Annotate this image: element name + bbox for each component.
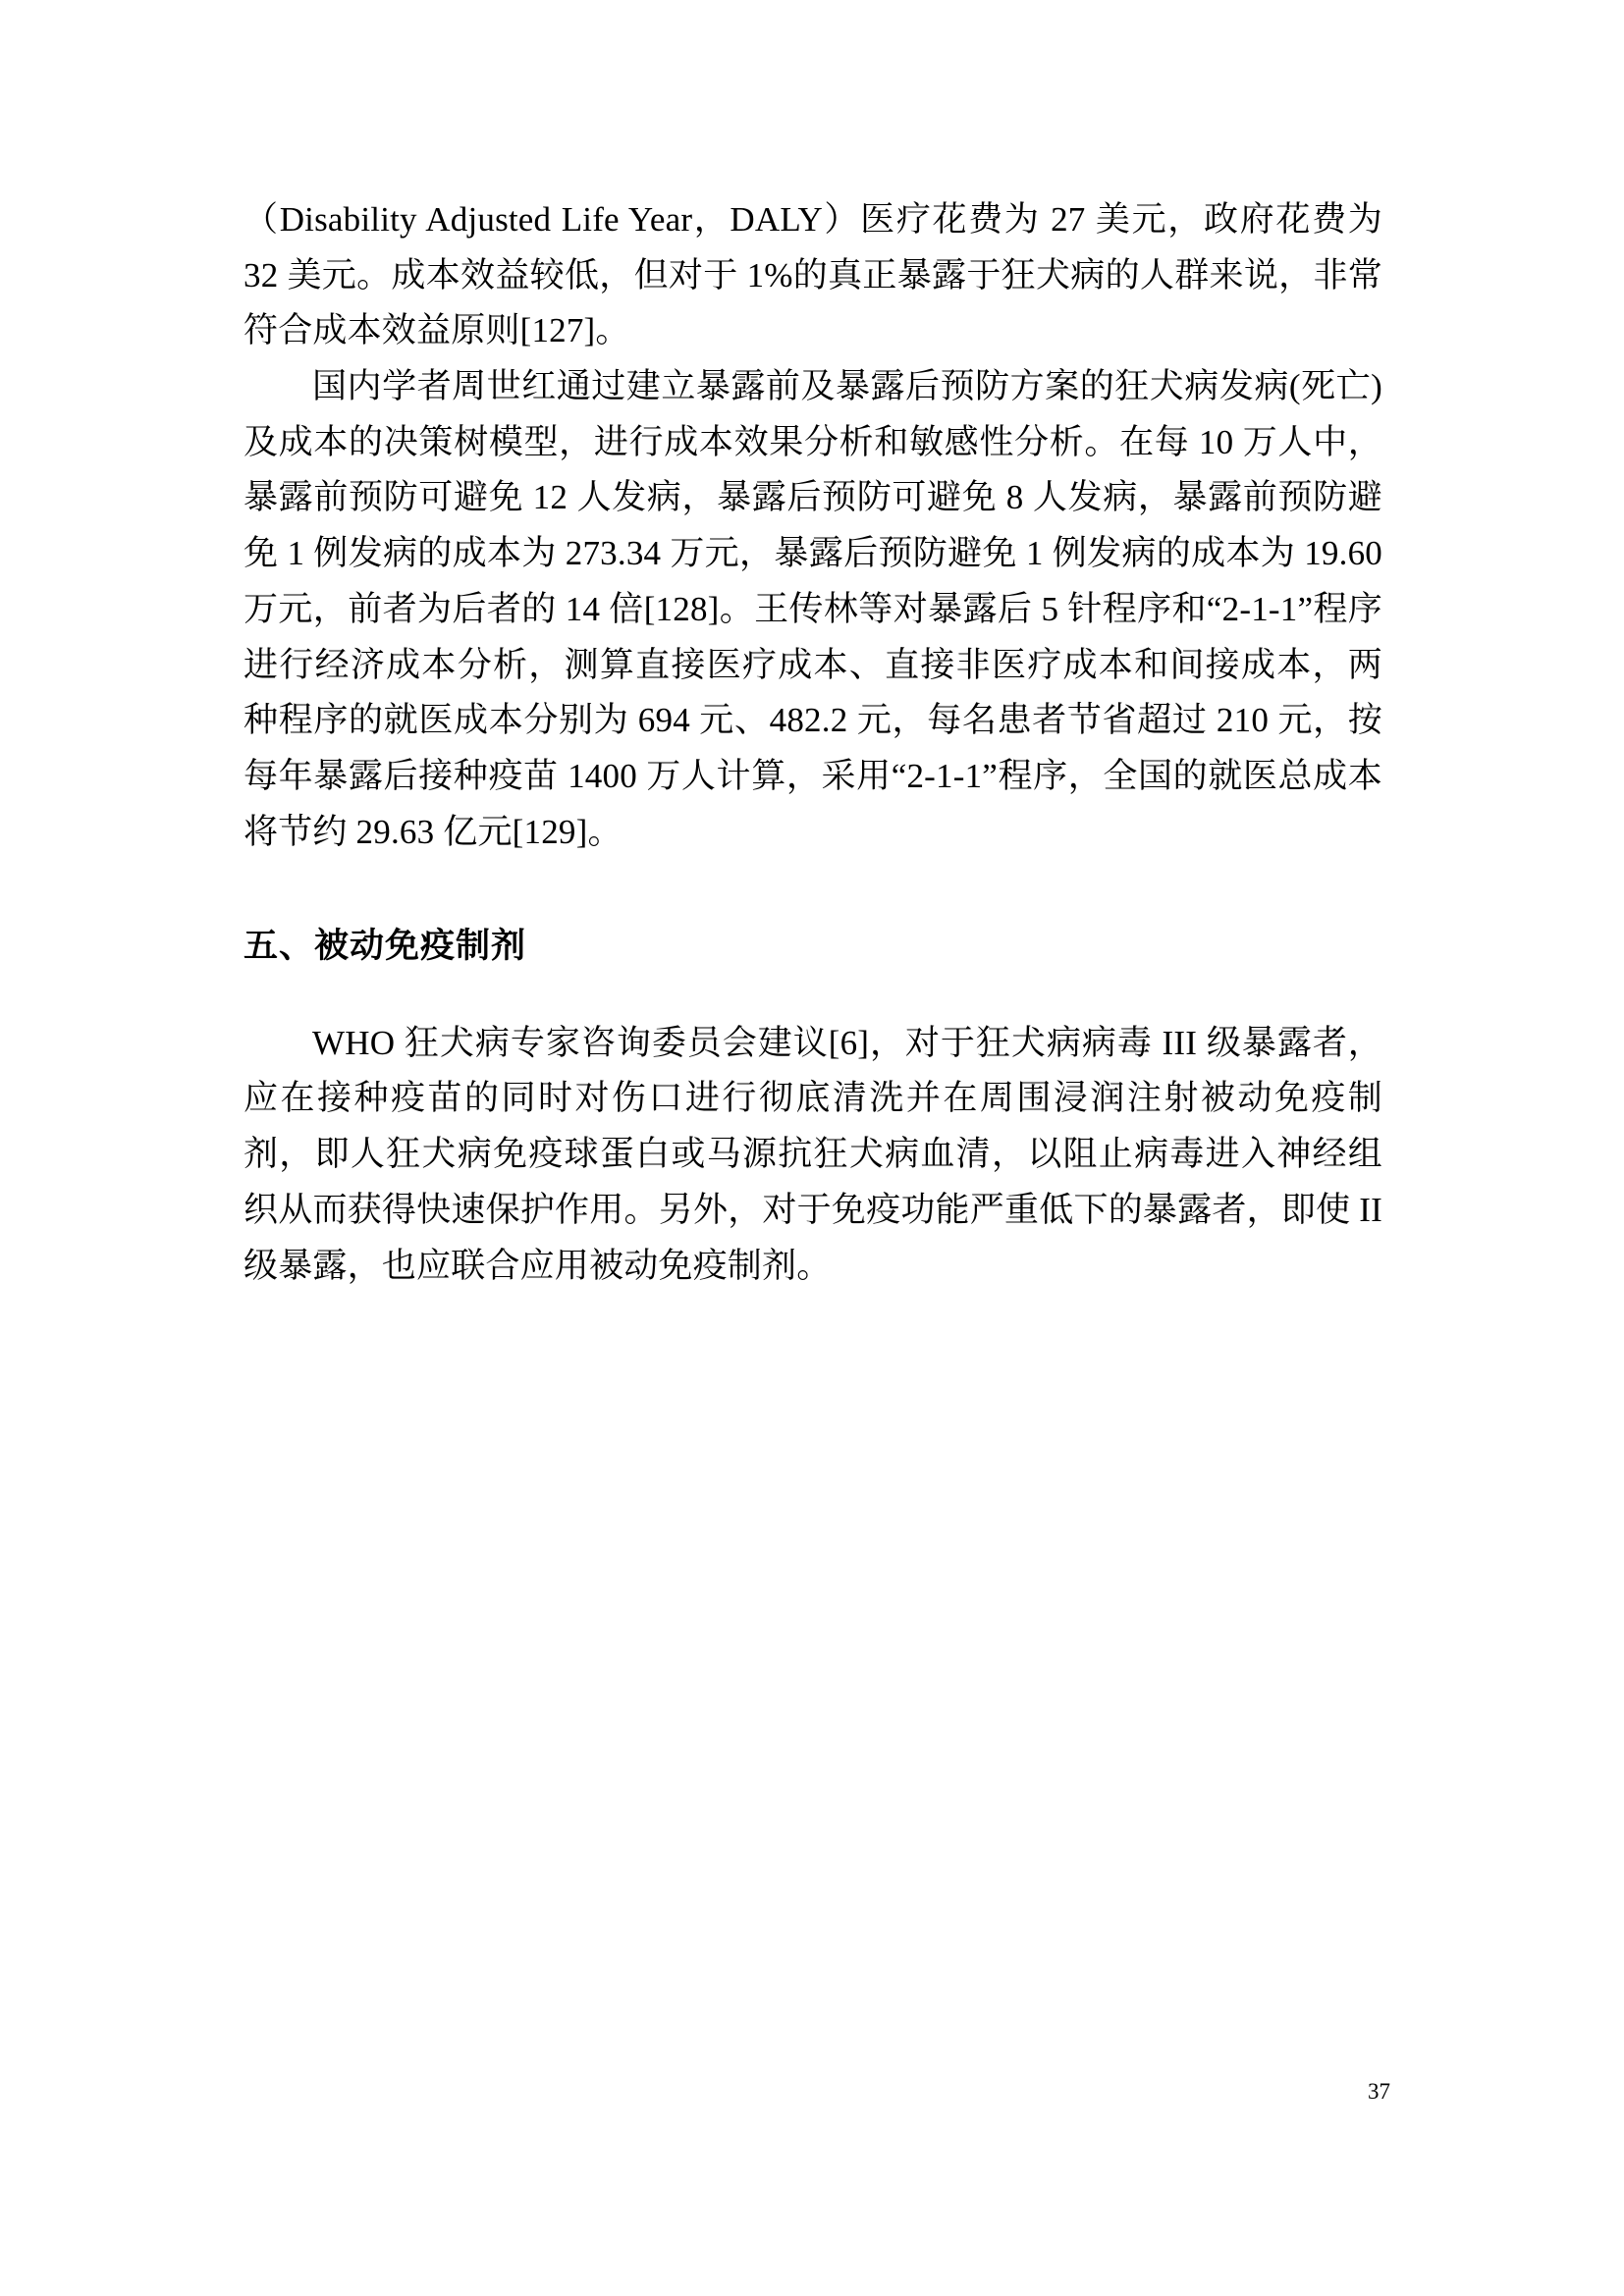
paragraph-who-recommendation: WHO 狂犬病专家咨询委员会建议[6]，对于狂犬病病毒 III 级暴露者，应在接种疫苗的同时对伤口进行彻底清洗并在周围浸润注射被动免疫制剂，即人狂犬病免疫球蛋白或马源抗狂犬病血清，以阻止病毒进入神经组织从而获得快速保护作用。另外，对于免疫功能严重低下的暴露者，即使 II 级暴露，也应联合应用被动免疫制剂。 <box>244 1023 1382 1285</box>
page-number: 37 <box>1368 2079 1390 2104</box>
section-heading-passive-immunization: 五、被动免疫制剂 <box>244 927 527 967</box>
paragraph-decision-tree-model: 国内学者周世红通过建立暴露前及暴露后预防方案的狂犬病发病(死亡)及成本的决策树模型，进行成本效果分析和敏感性分析。在每 10 万人中，暴露前预防可避免 12 人发病，暴露后预防可避免 8 人发病，暴露前预防避免 1 例发病的成本为 273.34 万元，暴露后预防避免 1 例发病的成本为 19.60 万元，前者为后者的 14 倍[128]。王传林等对暴露后 5 针程序和“2-1-1”程序进行经济成本分析，测算直接医疗成本、直接非医疗成本和间接成本，两种程序的就医成本分别为 694 元、482.2 元，每名患者节省超过 210 元，按每年暴露后接种疫苗 1400 万人计算，采用“2-1-1”程序，全国的就医总成本将节约 29.63 亿元[129]。 <box>244 367 1382 851</box>
page-content <box>244 192 1382 1294</box>
paragraph-daly-cost: （Disability Adjusted Life Year，DALY）医疗花费为 27 美元，政府花费为 32 美元。成本效益较低，但对于 1%的真正暴露于狂犬病的人群来说，非常符合成本效益原则[127]。 <box>244 200 1382 350</box>
